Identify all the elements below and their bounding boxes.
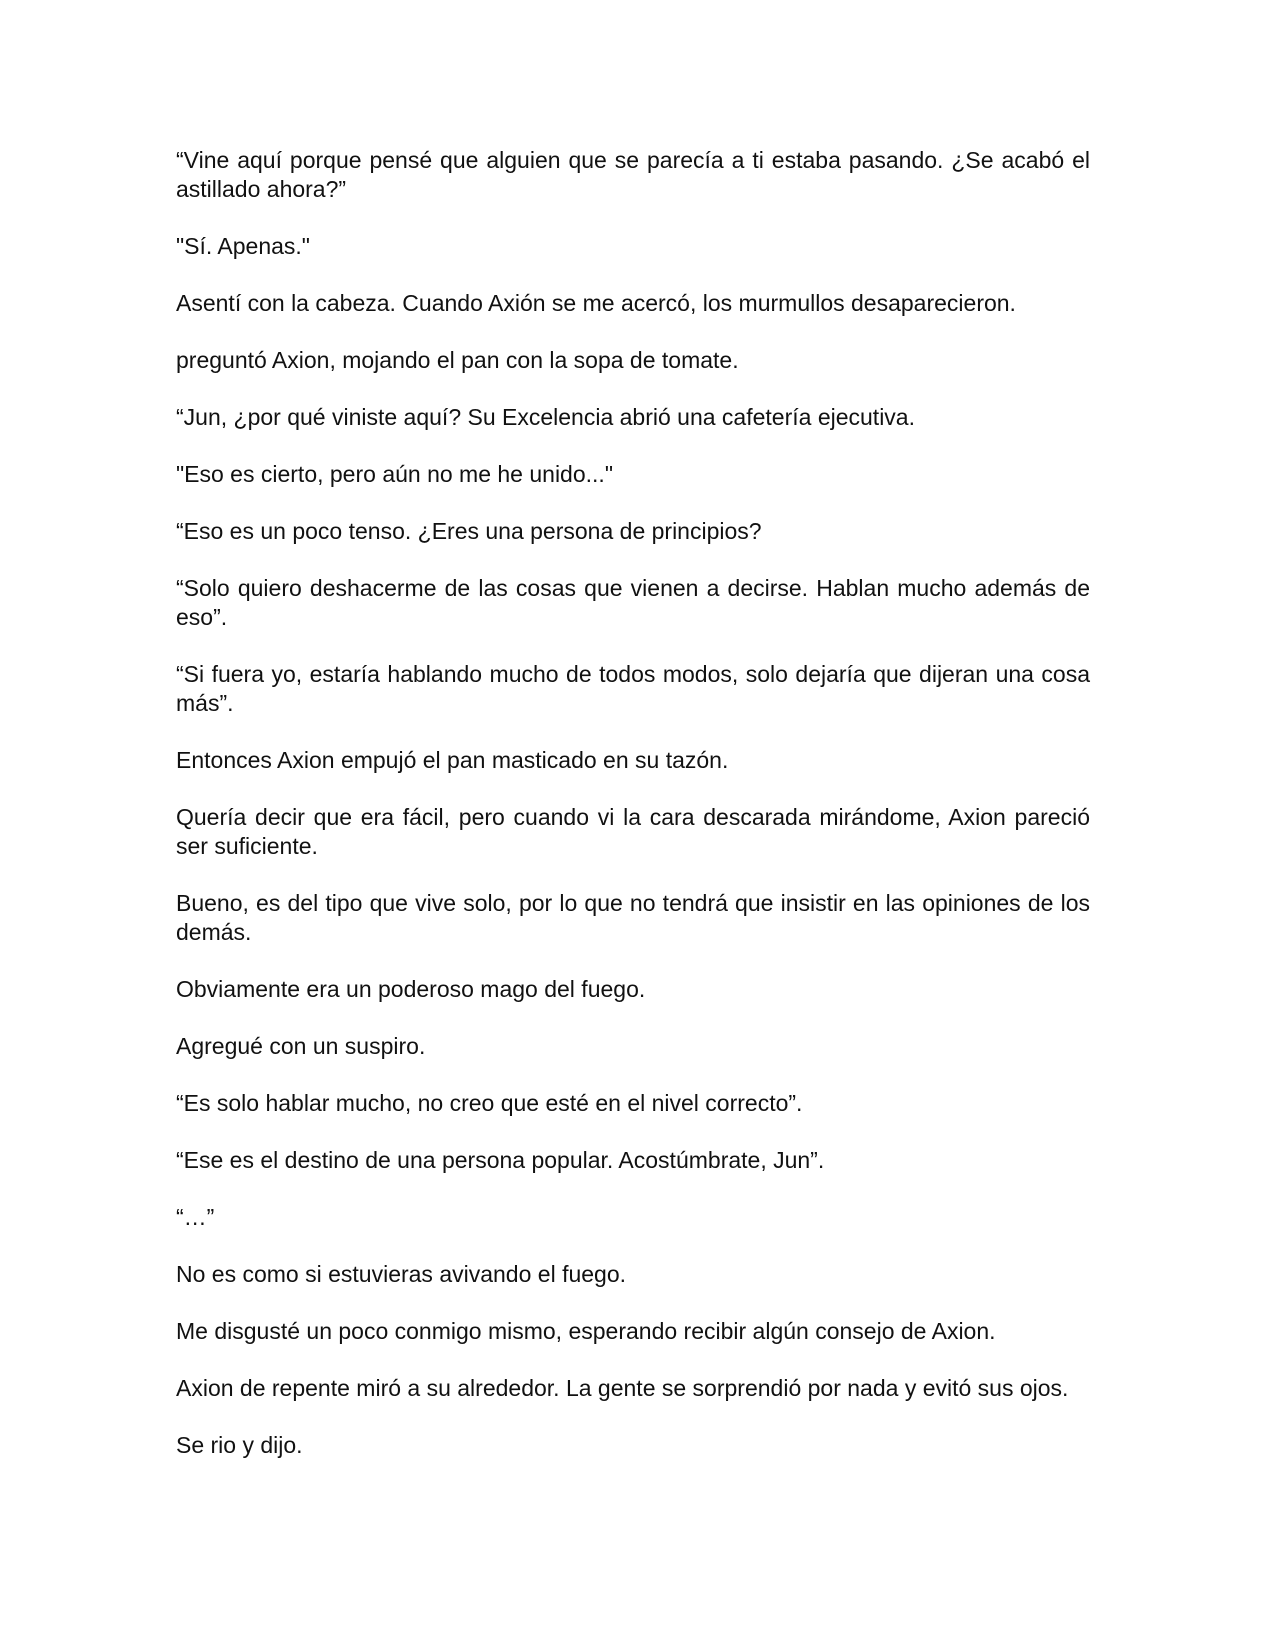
paragraph: “Ese es el destino de una persona popular. Acostúmbrate, Jun”. [176,1147,825,1173]
paragraph: “Eso es un poco tenso. ¿Eres una persona de principios? [176,518,762,544]
paragraph: “Jun, ¿por qué viniste aquí? Su Excelencia abrió una cafetería ejecutiva. [176,404,915,430]
document-body [176,146,1090,1460]
paragraph: “Si fuera yo, estaría hablando mucho de todos modos, solo dejaría que dijeran una cosa más”. [176,661,1090,716]
paragraph: Me disgusté un poco conmigo mismo, esperando recibir algún consejo de Axion. [176,1318,996,1344]
paragraph: Agregué con un suspiro. [176,1033,426,1059]
paragraph: Entonces Axion empujó el pan masticado en su tazón. [176,747,729,773]
paragraph: Obviamente era un poderoso mago del fuego. [176,976,646,1002]
paragraph: Bueno, es del tipo que vive solo, por lo que no tendrá que insistir en las opiniones de los demás. [176,890,1090,945]
paragraph: “…” [176,1204,215,1230]
paragraph: “Vine aquí porque pensé que alguien que se parecía a ti estaba pasando. ¿Se acabó el astillado ahora?” [176,147,1090,202]
paragraph: “Es solo hablar mucho, no creo que esté en el nivel correcto”. [176,1090,803,1116]
paragraph: "Sí. Apenas." [176,233,310,259]
paragraph: "Eso es cierto, pero aún no me he unido..." [176,461,613,487]
paragraph: Quería decir que era fácil, pero cuando vi la cara descarada mirándome, Axion pareció ser suficiente. [176,804,1090,859]
paragraph: Se rio y dijo. [176,1432,303,1458]
paragraph: preguntó Axion, mojando el pan con la sopa de tomate. [176,347,739,373]
paragraph: “Solo quiero deshacerme de las cosas que vienen a decirse. Hablan mucho además de eso”. [176,575,1090,630]
paragraph: No es como si estuvieras avivando el fuego. [176,1261,627,1287]
paragraph: Axion de repente miró a su alrededor. La gente se sorprendió por nada y evitó sus ojos. [176,1375,1069,1401]
paragraph: Asentí con la cabeza. Cuando Axión se me acercó, los murmullos desaparecieron. [176,290,1016,316]
